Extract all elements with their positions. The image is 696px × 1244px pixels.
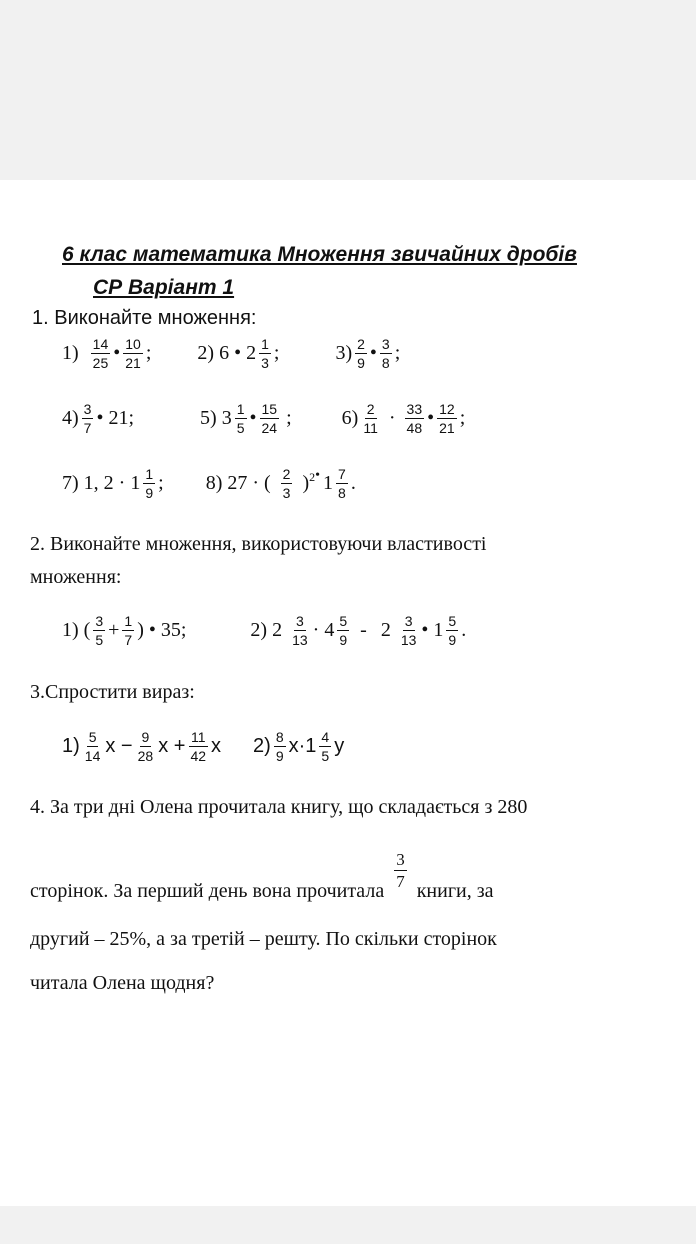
fraction: 3 7 — [83, 401, 92, 436]
fraction: 8 9 — [275, 729, 284, 764]
punct: ; — [286, 407, 292, 429]
item-label: 3) — [335, 342, 353, 364]
fraction: 15 24 — [261, 401, 278, 436]
fraction: 14 25 — [92, 336, 109, 371]
term: x·1 — [288, 735, 317, 757]
page-subtitle: СР Варіант 1 — [93, 276, 235, 299]
fraction: 33 48 — [406, 401, 423, 436]
punct: ; — [394, 342, 401, 364]
item-label: 2) 2 — [250, 619, 283, 641]
punct: . — [350, 472, 356, 494]
item-label: 2) — [253, 735, 271, 757]
task1-item1 — [62, 336, 151, 371]
term: x + — [158, 735, 186, 757]
fraction: 3 7 — [396, 850, 405, 891]
task4-text: сторінок. За перший день вона прочитала — [30, 880, 385, 902]
task4-line4: читала Олена щодня? — [30, 972, 215, 994]
page-title: 6 клас математика Множення звичайних дробів — [62, 243, 577, 266]
task1-item8 — [206, 466, 356, 501]
fraction: 2 11 — [363, 401, 378, 436]
item-label: 4) — [62, 407, 79, 429]
fraction: $\frac{11}{42}$ — [190, 729, 207, 764]
task3-row — [62, 729, 344, 764]
task1-item7 — [62, 466, 164, 501]
operator: • — [315, 468, 321, 483]
fraction: 1 3 — [261, 336, 269, 371]
term: y — [334, 735, 345, 757]
item-label: 6) — [341, 407, 359, 429]
task4-text: книги, за — [416, 880, 494, 902]
fraction: 2 3 — [282, 466, 291, 501]
fraction: 10 21 — [125, 336, 141, 371]
operator: • — [249, 407, 257, 429]
task4-line3: другий – 25%, а за третій – решту. По скільки сторінок — [30, 928, 497, 950]
item-label: 1) — [62, 342, 79, 364]
task3-item1 — [62, 729, 221, 764]
task2-row — [62, 613, 466, 648]
task4-line2 — [30, 838, 494, 903]
task3-heading: 3.Спростити вираз: — [30, 681, 195, 703]
task1-item4 — [62, 401, 134, 436]
operator: • — [369, 342, 377, 364]
fraction: 1 5 — [236, 401, 245, 436]
task1-heading: 1. Виконайте множення: — [32, 307, 257, 329]
operator: · — [388, 407, 396, 429]
term: x − — [105, 735, 133, 757]
task1-row2 — [62, 401, 465, 436]
fraction: $\frac{1}{7}$ — [124, 613, 133, 648]
term: x — [211, 735, 222, 757]
operator: + — [108, 619, 120, 641]
operator: • — [113, 342, 121, 364]
task1-row3 — [62, 466, 356, 501]
task1-item3 — [335, 336, 400, 371]
item-label: 1) — [62, 735, 80, 757]
task2-heading: 2. Виконайте множення, використовуючи властивості — [30, 533, 487, 555]
task2-item2 — [250, 613, 466, 648]
task1-row1 — [62, 336, 400, 371]
item-label: 5) 3 — [200, 407, 232, 429]
operator: • 1 — [421, 619, 444, 641]
punct: ; — [273, 342, 280, 364]
task2-heading-cont: множення: — [30, 566, 122, 588]
fraction: 3 8 — [381, 336, 390, 371]
fraction: 4 5 — [321, 729, 330, 764]
top-gray-band — [0, 0, 696, 180]
task1-item5 — [200, 401, 292, 436]
task4-line1: 4. За три дні Олена прочитала книгу, що складається з 280 — [30, 796, 528, 818]
fraction: 5 9 — [339, 613, 348, 648]
task1-item2 — [197, 336, 279, 371]
item-label: 8) 27 · ( — [205, 472, 271, 494]
item-label: 2) 6 • 2 — [197, 342, 257, 364]
task3-item2 — [253, 729, 344, 764]
fraction: 5 9 — [448, 613, 457, 648]
operator: · 4 — [312, 619, 335, 641]
bottom-gray-band — [0, 1206, 696, 1244]
fraction: 3 13 — [400, 613, 417, 648]
punct: . — [461, 619, 467, 641]
fraction: 3 13 — [292, 613, 308, 648]
fraction: 1 9 — [145, 466, 154, 501]
item-rest: ) • 35; — [137, 619, 187, 641]
task2-item1 — [62, 613, 186, 648]
fraction: 5 14 — [84, 729, 101, 764]
item-label: 1) ( — [62, 619, 91, 641]
exponent: 2 — [309, 470, 316, 484]
whole-part: 2 — [380, 619, 391, 641]
fraction: $\frac{9}{28}$ — [137, 729, 154, 764]
item-label: 7) 1, 2 · 1 — [62, 472, 141, 494]
punct: ; — [158, 472, 164, 494]
punct: ; — [145, 342, 152, 364]
paren: ) — [302, 472, 310, 494]
operator: • — [427, 407, 435, 429]
fraction: 3 5 — [95, 613, 104, 648]
punct: ; — [459, 407, 466, 429]
fraction: 12 21 — [439, 401, 455, 436]
fraction: 7 8 — [338, 466, 346, 501]
item-rest: • 21; — [96, 407, 135, 429]
fraction: 2 9 — [357, 336, 365, 371]
task1-item6 — [342, 401, 466, 436]
operator: - — [360, 619, 367, 641]
whole-part: 1 — [323, 472, 334, 494]
